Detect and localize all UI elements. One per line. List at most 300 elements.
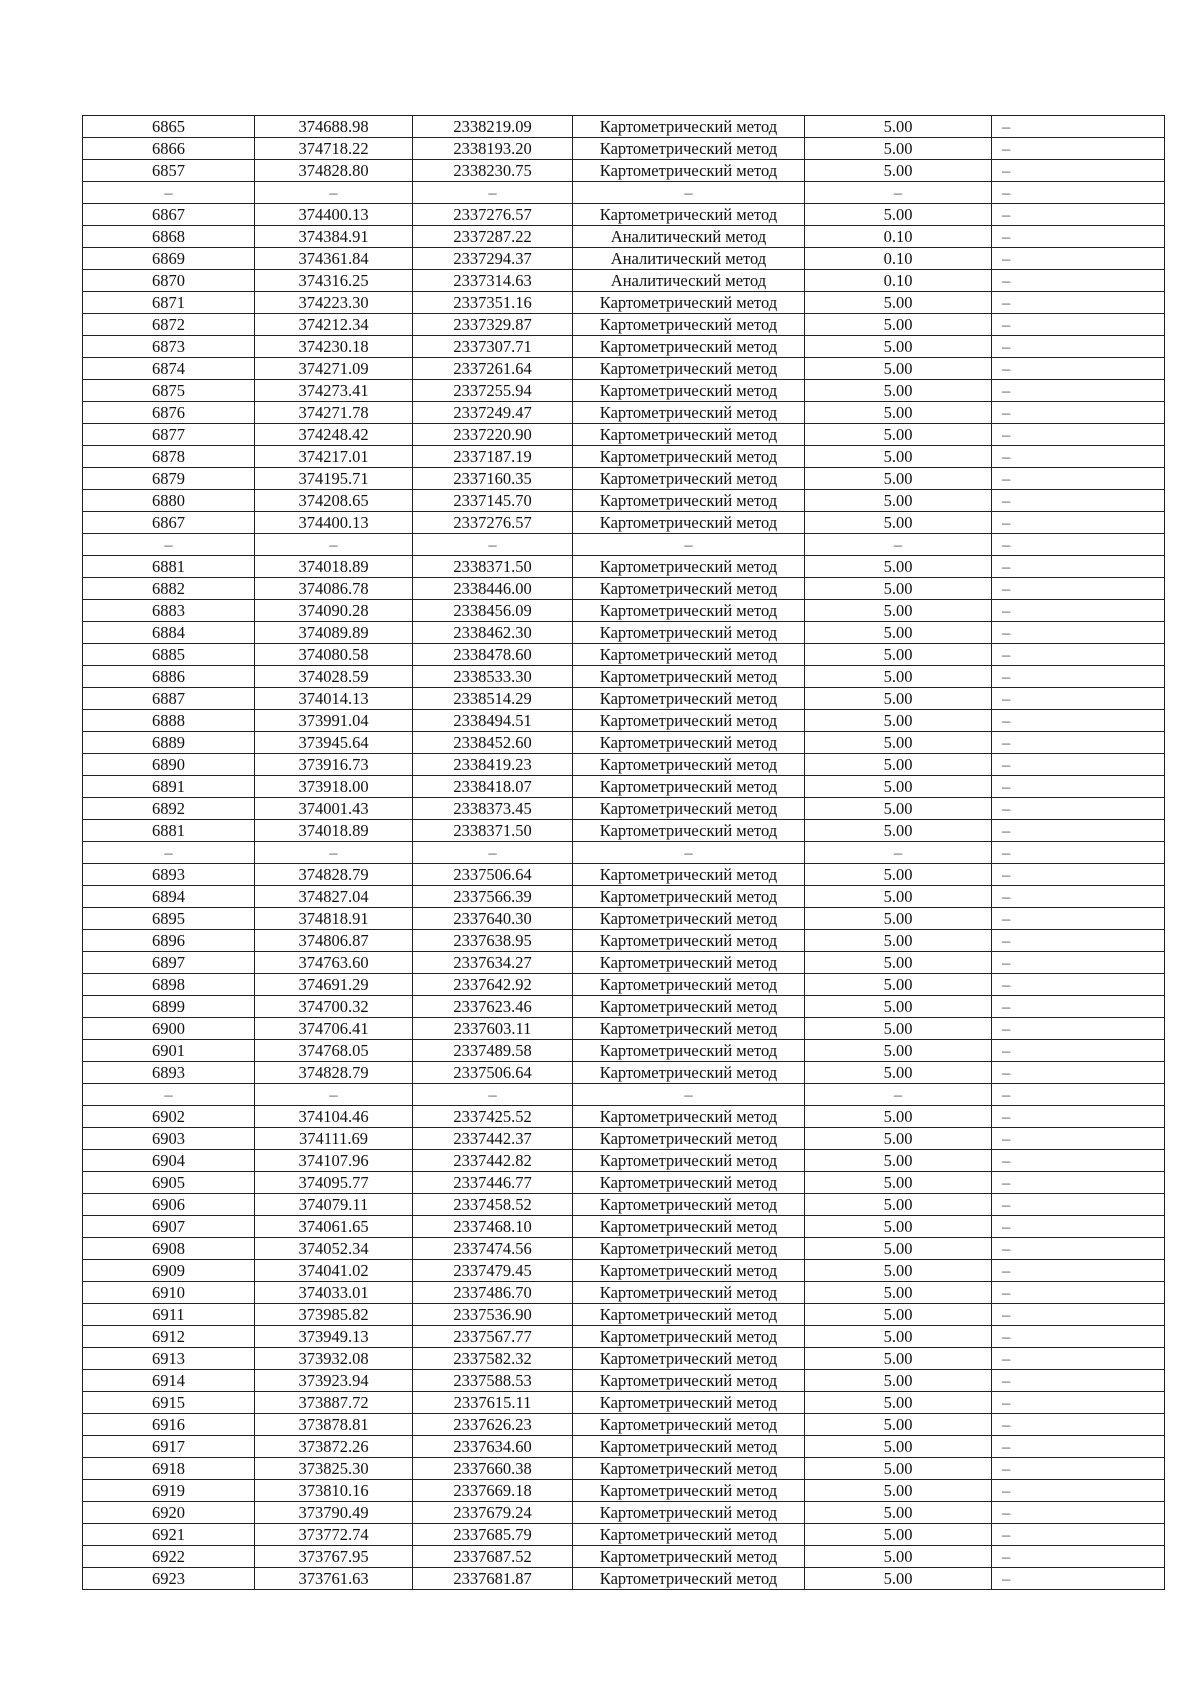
cell-method: Картометрический метод — [573, 446, 805, 468]
cell-note: – — [992, 710, 1165, 732]
cell-note: – — [992, 1414, 1165, 1436]
cell-precision: 5.00 — [805, 490, 992, 512]
cell-point-number: 6882 — [83, 578, 255, 600]
table-row — [83, 908, 1165, 930]
cell-coord-y: – — [413, 534, 573, 556]
cell-coord-y: 2337642.92 — [413, 974, 573, 996]
cell-coord-y: 2337287.22 — [413, 226, 573, 248]
table-row — [83, 512, 1165, 534]
cell-method: – — [573, 182, 805, 204]
cell-coord-y: 2337685.79 — [413, 1524, 573, 1546]
cell-coord-x: 374828.79 — [255, 1062, 413, 1084]
cell-coord-x: 374700.32 — [255, 996, 413, 1018]
table-row — [83, 1480, 1165, 1502]
cell-precision: 5.00 — [805, 1370, 992, 1392]
cell-method: Картометрический метод — [573, 1150, 805, 1172]
cell-coord-x: – — [255, 182, 413, 204]
cell-precision: 5.00 — [805, 820, 992, 842]
cell-coord-y: 2337307.71 — [413, 336, 573, 358]
table-row — [83, 1326, 1165, 1348]
cell-method: Картометрический метод — [573, 644, 805, 666]
table-row — [83, 490, 1165, 512]
cell-coord-x: 374052.34 — [255, 1238, 413, 1260]
cell-precision: 5.00 — [805, 1040, 992, 1062]
cell-point-number: 6894 — [83, 886, 255, 908]
cell-method: Картометрический метод — [573, 688, 805, 710]
cell-method: Картометрический метод — [573, 424, 805, 446]
cell-coord-x: 373767.95 — [255, 1546, 413, 1568]
cell-method: Картометрический метод — [573, 1480, 805, 1502]
cell-coord-y: 2337351.16 — [413, 292, 573, 314]
cell-precision: 5.00 — [805, 952, 992, 974]
cell-note: – — [992, 292, 1165, 314]
cell-coord-x: 373887.72 — [255, 1392, 413, 1414]
cell-point-number: 6857 — [83, 160, 255, 182]
cell-coord-x: 374089.89 — [255, 622, 413, 644]
cell-point-number: – — [83, 534, 255, 556]
cell-precision: 0.10 — [805, 226, 992, 248]
cell-point-number: 6921 — [83, 1524, 255, 1546]
table-row — [83, 578, 1165, 600]
cell-note: – — [992, 1260, 1165, 1282]
cell-point-number: 6877 — [83, 424, 255, 446]
table-row — [83, 776, 1165, 798]
cell-precision: 5.00 — [805, 1150, 992, 1172]
cell-coord-y: 2338230.75 — [413, 160, 573, 182]
cell-point-number: 6893 — [83, 864, 255, 886]
cell-point-number: 6879 — [83, 468, 255, 490]
cell-method: Аналитический метод — [573, 270, 805, 292]
cell-point-number: 6901 — [83, 1040, 255, 1062]
cell-precision: 5.00 — [805, 1480, 992, 1502]
cell-precision: 0.10 — [805, 248, 992, 270]
cell-note: – — [992, 1106, 1165, 1128]
cell-precision: 5.00 — [805, 1018, 992, 1040]
cell-precision: 5.00 — [805, 116, 992, 138]
cell-coord-y: 2337634.60 — [413, 1436, 573, 1458]
cell-coord-y: 2338193.20 — [413, 138, 573, 160]
cell-point-number: 6872 — [83, 314, 255, 336]
cell-point-number: 6898 — [83, 974, 255, 996]
cell-method: Картометрический метод — [573, 578, 805, 600]
cell-note: – — [992, 358, 1165, 380]
cell-coord-x: 373991.04 — [255, 710, 413, 732]
cell-point-number: 6912 — [83, 1326, 255, 1348]
cell-method: Картометрический метод — [573, 1062, 805, 1084]
cell-coord-x: 374271.78 — [255, 402, 413, 424]
cell-note: – — [992, 182, 1165, 204]
table-row — [83, 1524, 1165, 1546]
table-row — [83, 556, 1165, 578]
cell-coord-y: 2338533.30 — [413, 666, 573, 688]
table-row — [83, 1018, 1165, 1040]
cell-note: – — [992, 908, 1165, 930]
cell-note: – — [992, 424, 1165, 446]
cell-coord-y: 2337474.56 — [413, 1238, 573, 1260]
cell-precision: 5.00 — [805, 446, 992, 468]
cell-coord-y: 2338514.29 — [413, 688, 573, 710]
table-row — [83, 138, 1165, 160]
table-row — [83, 754, 1165, 776]
cell-note: – — [992, 622, 1165, 644]
cell-point-number: 6909 — [83, 1260, 255, 1282]
cell-precision: 5.00 — [805, 732, 992, 754]
cell-coord-y: 2338371.50 — [413, 556, 573, 578]
cell-method: Картометрический метод — [573, 116, 805, 138]
cell-method: Картометрический метод — [573, 1282, 805, 1304]
cell-method: Картометрический метод — [573, 1502, 805, 1524]
cell-point-number: 6918 — [83, 1458, 255, 1480]
cell-precision: 5.00 — [805, 622, 992, 644]
cell-method: Картометрический метод — [573, 666, 805, 688]
cell-coord-x: 374104.46 — [255, 1106, 413, 1128]
cell-point-number: 6881 — [83, 556, 255, 578]
cell-precision: – — [805, 182, 992, 204]
cell-precision: 5.00 — [805, 1172, 992, 1194]
cell-precision: 5.00 — [805, 864, 992, 886]
cell-coord-x: 374230.18 — [255, 336, 413, 358]
cell-coord-x: 374061.65 — [255, 1216, 413, 1238]
cell-note: – — [992, 974, 1165, 996]
cell-note: – — [992, 930, 1165, 952]
cell-note: – — [992, 204, 1165, 226]
cell-precision: 5.00 — [805, 974, 992, 996]
cell-note: – — [992, 1194, 1165, 1216]
cell-method: Картометрический метод — [573, 908, 805, 930]
cell-note: – — [992, 1480, 1165, 1502]
cell-precision: – — [805, 1084, 992, 1106]
table-row — [83, 1260, 1165, 1282]
cell-method: Картометрический метод — [573, 1436, 805, 1458]
table-row — [83, 1304, 1165, 1326]
cell-note: – — [992, 864, 1165, 886]
cell-note: – — [992, 1238, 1165, 1260]
cell-note: – — [992, 1502, 1165, 1524]
cell-coord-y: 2337261.64 — [413, 358, 573, 380]
cell-coord-x: 374208.65 — [255, 490, 413, 512]
cell-coord-x: 373810.16 — [255, 1480, 413, 1502]
cell-note: – — [992, 116, 1165, 138]
cell-coord-y: 2337187.19 — [413, 446, 573, 468]
table-row — [83, 270, 1165, 292]
cell-precision: 5.00 — [805, 908, 992, 930]
cell-point-number: 6865 — [83, 116, 255, 138]
cell-coord-y: 2337489.58 — [413, 1040, 573, 1062]
cell-coord-y: 2337660.38 — [413, 1458, 573, 1480]
cell-precision: 5.00 — [805, 204, 992, 226]
cell-precision: 5.00 — [805, 776, 992, 798]
cell-coord-y: 2337566.39 — [413, 886, 573, 908]
cell-coord-x: 374080.58 — [255, 644, 413, 666]
cell-method: Картометрический метод — [573, 336, 805, 358]
table-row — [83, 820, 1165, 842]
cell-point-number: 6904 — [83, 1150, 255, 1172]
cell-coord-x: 373918.00 — [255, 776, 413, 798]
table-row — [83, 1084, 1165, 1106]
coordinates-table — [82, 115, 1165, 1590]
cell-precision: 5.00 — [805, 1194, 992, 1216]
cell-note: – — [992, 666, 1165, 688]
cell-note: – — [992, 820, 1165, 842]
cell-point-number: 6903 — [83, 1128, 255, 1150]
cell-note: – — [992, 1524, 1165, 1546]
cell-coord-y: 2338452.60 — [413, 732, 573, 754]
cell-precision: 5.00 — [805, 578, 992, 600]
cell-coord-y: 2338373.45 — [413, 798, 573, 820]
cell-coord-y: 2337626.23 — [413, 1414, 573, 1436]
cell-precision: – — [805, 534, 992, 556]
cell-coord-x: 374768.05 — [255, 1040, 413, 1062]
cell-coord-y: 2337640.30 — [413, 908, 573, 930]
cell-precision: 5.00 — [805, 710, 992, 732]
cell-method: Картометрический метод — [573, 776, 805, 798]
table-row — [83, 1128, 1165, 1150]
cell-note: – — [992, 732, 1165, 754]
cell-coord-x: 374212.34 — [255, 314, 413, 336]
cell-point-number: 6895 — [83, 908, 255, 930]
table-row — [83, 1238, 1165, 1260]
cell-coord-x: 374018.89 — [255, 820, 413, 842]
cell-coord-x: 374217.01 — [255, 446, 413, 468]
cell-coord-y: 2337582.32 — [413, 1348, 573, 1370]
cell-precision: 5.00 — [805, 1524, 992, 1546]
cell-coord-y: 2337567.77 — [413, 1326, 573, 1348]
cell-point-number: 6884 — [83, 622, 255, 644]
cell-point-number: 6876 — [83, 402, 255, 424]
table-row — [83, 1282, 1165, 1304]
cell-method: Картометрический метод — [573, 1370, 805, 1392]
cell-method: Картометрический метод — [573, 314, 805, 336]
table-row — [83, 864, 1165, 886]
cell-method: Картометрический метод — [573, 556, 805, 578]
table-row — [83, 116, 1165, 138]
cell-coord-y: 2338494.51 — [413, 710, 573, 732]
cell-coord-y: 2337615.11 — [413, 1392, 573, 1414]
cell-note: – — [992, 1304, 1165, 1326]
cell-method: – — [573, 534, 805, 556]
cell-point-number: 6869 — [83, 248, 255, 270]
cell-note: – — [992, 314, 1165, 336]
cell-coord-y: 2337536.90 — [413, 1304, 573, 1326]
table-row — [83, 600, 1165, 622]
cell-note: – — [992, 270, 1165, 292]
cell-point-number: 6880 — [83, 490, 255, 512]
table-row — [83, 1370, 1165, 1392]
cell-coord-y: 2337446.77 — [413, 1172, 573, 1194]
cell-coord-x: 374827.04 — [255, 886, 413, 908]
cell-coord-x: 374090.28 — [255, 600, 413, 622]
cell-precision: 5.00 — [805, 688, 992, 710]
cell-method: Картометрический метод — [573, 952, 805, 974]
cell-coord-y: 2337425.52 — [413, 1106, 573, 1128]
table-row — [83, 226, 1165, 248]
cell-coord-y: 2337329.87 — [413, 314, 573, 336]
table-row — [83, 1458, 1165, 1480]
table-row — [83, 1502, 1165, 1524]
cell-method: Картометрический метод — [573, 1304, 805, 1326]
cell-method: Картометрический метод — [573, 1260, 805, 1282]
cell-note: – — [992, 1172, 1165, 1194]
cell-note: – — [992, 754, 1165, 776]
table-row — [83, 644, 1165, 666]
cell-coord-x: 373985.82 — [255, 1304, 413, 1326]
cell-point-number: 6890 — [83, 754, 255, 776]
cell-coord-y: 2337442.37 — [413, 1128, 573, 1150]
cell-point-number: 6892 — [83, 798, 255, 820]
cell-precision: 5.00 — [805, 292, 992, 314]
cell-coord-y: 2337294.37 — [413, 248, 573, 270]
cell-coord-x: 374763.60 — [255, 952, 413, 974]
cell-precision: 5.00 — [805, 358, 992, 380]
cell-coord-x: 373932.08 — [255, 1348, 413, 1370]
cell-point-number: 6889 — [83, 732, 255, 754]
cell-note: – — [992, 644, 1165, 666]
cell-precision: 5.00 — [805, 644, 992, 666]
cell-point-number: 6914 — [83, 1370, 255, 1392]
cell-coord-y: 2337442.82 — [413, 1150, 573, 1172]
cell-coord-y: 2337255.94 — [413, 380, 573, 402]
cell-point-number: – — [83, 182, 255, 204]
table-row — [83, 1436, 1165, 1458]
cell-point-number: 6875 — [83, 380, 255, 402]
cell-point-number: 6883 — [83, 600, 255, 622]
cell-coord-x: 374079.11 — [255, 1194, 413, 1216]
cell-coord-y: 2337458.52 — [413, 1194, 573, 1216]
cell-method: Картометрический метод — [573, 1458, 805, 1480]
cell-method: Картометрический метод — [573, 1194, 805, 1216]
table-row — [83, 1568, 1165, 1590]
cell-coord-x: 374248.42 — [255, 424, 413, 446]
cell-point-number: 6866 — [83, 138, 255, 160]
table-row — [83, 336, 1165, 358]
cell-method: Картометрический метод — [573, 490, 805, 512]
cell-coord-x: 374033.01 — [255, 1282, 413, 1304]
cell-note: – — [992, 1568, 1165, 1590]
table-row — [83, 930, 1165, 952]
cell-method: Картометрический метод — [573, 798, 805, 820]
cell-coord-y: 2337249.47 — [413, 402, 573, 424]
cell-coord-y: 2337588.53 — [413, 1370, 573, 1392]
table-row — [83, 886, 1165, 908]
cell-precision: 5.00 — [805, 1128, 992, 1150]
cell-note: – — [992, 1062, 1165, 1084]
cell-coord-y: 2337634.27 — [413, 952, 573, 974]
cell-coord-x: – — [255, 1084, 413, 1106]
cell-point-number: 6867 — [83, 204, 255, 226]
cell-note: – — [992, 1128, 1165, 1150]
cell-point-number: 6868 — [83, 226, 255, 248]
table-row — [83, 182, 1165, 204]
cell-coord-y: 2337623.46 — [413, 996, 573, 1018]
cell-method: Картометрический метод — [573, 864, 805, 886]
cell-point-number: 6902 — [83, 1106, 255, 1128]
cell-coord-y: 2338371.50 — [413, 820, 573, 842]
cell-method: Картометрический метод — [573, 402, 805, 424]
cell-note: – — [992, 336, 1165, 358]
cell-point-number: 6919 — [83, 1480, 255, 1502]
cell-point-number: 6900 — [83, 1018, 255, 1040]
cell-coord-y: 2337603.11 — [413, 1018, 573, 1040]
cell-precision: 5.00 — [805, 1062, 992, 1084]
cell-coord-x: 374095.77 — [255, 1172, 413, 1194]
cell-point-number: 6920 — [83, 1502, 255, 1524]
cell-coord-x: 374384.91 — [255, 226, 413, 248]
cell-coord-y: 2337314.63 — [413, 270, 573, 292]
cell-coord-x: 373825.30 — [255, 1458, 413, 1480]
cell-precision: 5.00 — [805, 1546, 992, 1568]
cell-precision: 5.00 — [805, 1260, 992, 1282]
table-row — [83, 842, 1165, 864]
cell-note: – — [992, 490, 1165, 512]
cell-method: Картометрический метод — [573, 1392, 805, 1414]
cell-precision: 5.00 — [805, 1502, 992, 1524]
table-row — [83, 732, 1165, 754]
cell-method: Картометрический метод — [573, 1172, 805, 1194]
table-row — [83, 1546, 1165, 1568]
cell-method: Картометрический метод — [573, 204, 805, 226]
cell-point-number: 6897 — [83, 952, 255, 974]
cell-precision: 5.00 — [805, 336, 992, 358]
cell-coord-x: 374400.13 — [255, 512, 413, 534]
cell-coord-y: 2338446.00 — [413, 578, 573, 600]
cell-coord-x: 374718.22 — [255, 138, 413, 160]
cell-note: – — [992, 688, 1165, 710]
cell-point-number: 6910 — [83, 1282, 255, 1304]
cell-coord-x: 374028.59 — [255, 666, 413, 688]
cell-note: – — [992, 1348, 1165, 1370]
table-row — [83, 1194, 1165, 1216]
table-row — [83, 622, 1165, 644]
table-row — [83, 380, 1165, 402]
table-row — [83, 996, 1165, 1018]
cell-coord-y: – — [413, 182, 573, 204]
cell-coord-x: 374828.80 — [255, 160, 413, 182]
table-row — [83, 798, 1165, 820]
coordinates-table-body — [83, 116, 1165, 1590]
table-row — [83, 402, 1165, 424]
cell-note: – — [992, 402, 1165, 424]
cell-note: – — [992, 600, 1165, 622]
cell-coord-y: 2337681.87 — [413, 1568, 573, 1590]
cell-method: Картометрический метод — [573, 1524, 805, 1546]
cell-coord-x: 373790.49 — [255, 1502, 413, 1524]
cell-precision: 5.00 — [805, 138, 992, 160]
cell-method: – — [573, 1084, 805, 1106]
cell-point-number: 6907 — [83, 1216, 255, 1238]
cell-note: – — [992, 380, 1165, 402]
cell-coord-x: 374001.43 — [255, 798, 413, 820]
cell-point-number: 6923 — [83, 1568, 255, 1590]
table-row — [83, 358, 1165, 380]
cell-coord-x: 373949.13 — [255, 1326, 413, 1348]
cell-point-number: – — [83, 842, 255, 864]
cell-point-number: 6916 — [83, 1414, 255, 1436]
cell-coord-y: 2337276.57 — [413, 512, 573, 534]
cell-point-number: 6888 — [83, 710, 255, 732]
cell-precision: 5.00 — [805, 314, 992, 336]
cell-precision: 0.10 — [805, 270, 992, 292]
cell-note: – — [992, 248, 1165, 270]
cell-precision: 5.00 — [805, 1436, 992, 1458]
cell-precision: – — [805, 842, 992, 864]
table-row — [83, 952, 1165, 974]
cell-precision: 5.00 — [805, 1568, 992, 1590]
cell-precision: 5.00 — [805, 666, 992, 688]
cell-point-number: 6878 — [83, 446, 255, 468]
cell-method: Картометрический метод — [573, 1216, 805, 1238]
table-row — [83, 1150, 1165, 1172]
cell-coord-x: – — [255, 534, 413, 556]
